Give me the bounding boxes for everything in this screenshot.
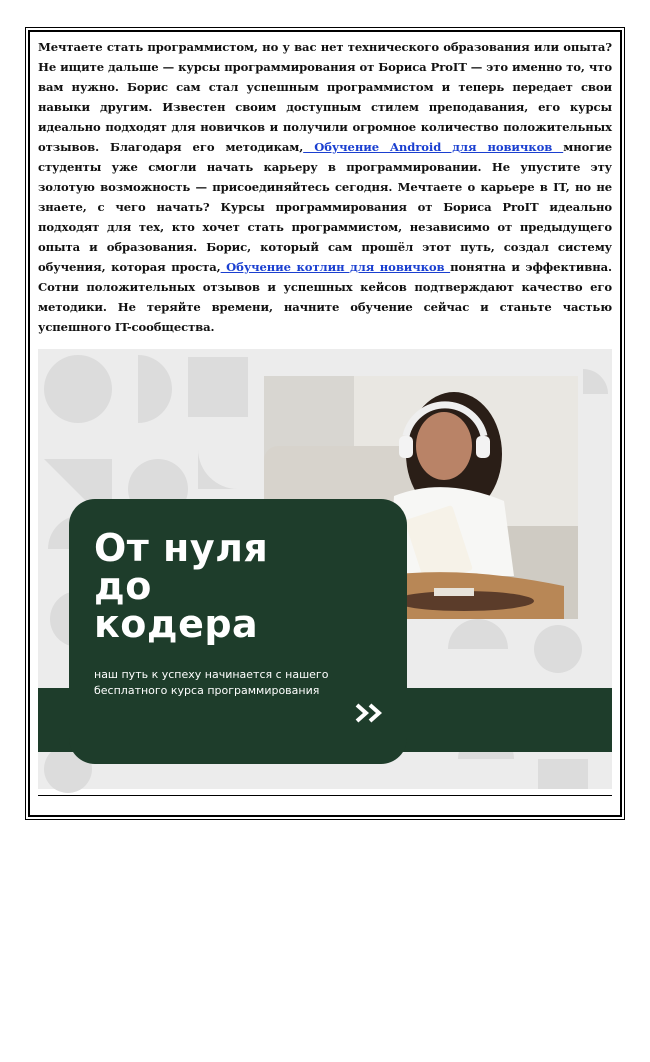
double-chevron-right-icon[interactable] [354, 702, 388, 724]
website-url[interactable]: www.borisproit.expert [429, 1050, 545, 1062]
banner-headline [94, 526, 269, 646]
headline-line-2: до [94, 564, 152, 608]
headline-line-3: кодера [94, 602, 259, 646]
banner-subheading: наш путь к успеху начинается с нашего бесплатного курса программирования [94, 668, 329, 697]
article-body [38, 37, 612, 337]
promo-banner [38, 349, 612, 1062]
bottom-divider [38, 795, 612, 796]
kotlin-course-link[interactable]: Обучение котлин для новичков [220, 260, 451, 274]
headline-line-1: От нуля [94, 526, 269, 570]
headline-card [69, 499, 407, 764]
android-course-link[interactable]: Обучение Android для новичков [303, 140, 564, 154]
article-paragraph-part-2: многие студенты уже смогли начать карьеру в программировании. Не упустите эту золотую возможность — присоединяйтесь сегодня. Мечтаете о карьере в IT, но не знаете, с чего начать? Курсы программирования от Бориса ProIT идеально подходят для тех, кто хочет стать программистом, независимо от предыдущего опыта и образования. Борис, который сам прошёл этот путь, создал систему обучения, которая проста, [38, 140, 612, 274]
article-paragraph-part-1: Мечтаете стать программистом, но у вас нет технического образования или опыта? Не ищите дальше — курсы программирования от Бориса ProIT — это именно то, что вам нужно. Борис сам стал успешным программистом и теперь передает свои навыки другим. Известен своим доступным стилем преподавания, его курсы идеально подходят для новичков и получили огромное количество положительных отзывов. Благодаря его методикам, [38, 40, 612, 154]
article-paragraph-part-3: понятна и эффективна. Сотни положительных отзывов и успешных кейсов подтверждают качество его методики. Не теряйте времени, начните обучение сейчас и станьте частью успешного IT-сообщества. [38, 260, 612, 334]
